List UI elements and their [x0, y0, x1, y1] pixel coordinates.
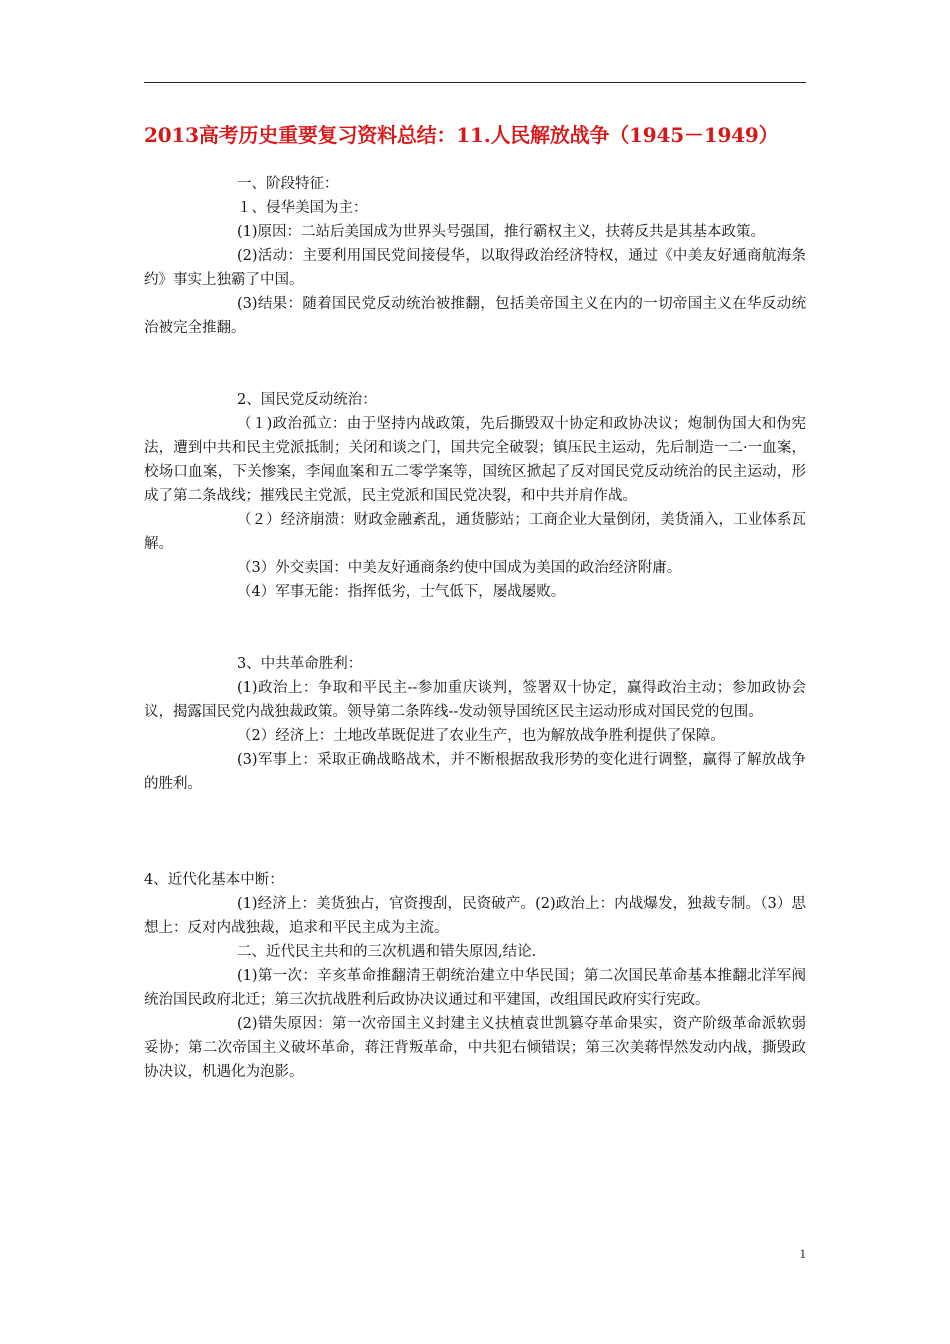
document-title: 2013高考历史重要复习资料总结：11.人民解放战争（1945－1949）: [144, 123, 779, 147]
spacer: [144, 340, 806, 388]
paragraph-1-3-military: (3)军事上：采取正确战略战术，并不断根据敌我形势的变化进行调整，赢得了解放战争的胜利。: [144, 752, 806, 792]
document-body: [144, 172, 806, 1084]
paragraph-1-4: (1)经济上：美货独占，官资搜刮，民资破产。(2)政治上：内战爆发，独裁专制。（3）思想上：反对内战独裁，追求和平民主成为主流。: [144, 896, 806, 936]
paragraph-1-3-economy: （2）经济上：土地改革既促进了农业生产，也为解放战争胜利提供了保障。: [237, 728, 725, 744]
subsection-1-2-heading: 2、国民党反动统治：: [237, 392, 377, 408]
subsection-1-1-heading: １、侵华美国为主：: [237, 200, 368, 216]
page-number: 1: [799, 1246, 806, 1261]
subsection-1-4-heading: 4、近代化基本中断：: [144, 872, 284, 888]
paragraph-1-2-politics: （１)政治孤立：由于坚持内战政策，先后撕毁双十协定和政协决议；炮制伪国大和伪宪法，遭到中共和民主党派抵制；关闭和谈之门，国共完全破裂；镇压民主运动，先后制造一二·一血案，校场口血案，下关惨案，李闻血案和五二零学案等，国统区掀起了反对国民党反动统治的民主运动，形成了第二条战线；摧残民主党派，民主党派和国民党决裂，和中共并肩作战。: [144, 416, 806, 504]
subsection-1-3-heading: 3、中共革命胜利：: [237, 656, 363, 672]
section-1-heading: 一、阶段特征：: [237, 176, 339, 192]
spacer: [144, 796, 806, 868]
section-2-heading: 二、近代民主共和的三次机遇和错失原因,结论.: [237, 944, 537, 960]
paragraph-1-2-military: （4）军事无能：指挥低劣，士气低下，屡战屡败。: [237, 584, 566, 600]
paragraph-2-reasons: (2)错失原因：第一次帝国主义封建主义扶植袁世凯篡夺革命果实，资产阶级革命派软弱妥协；第二次帝国主义破坏革命，蒋汪背叛革命，中共犯右倾错误；第三次美蒋悍然发动内战，撕毁政协决议，机遇化为泡影。: [144, 1016, 806, 1080]
paragraph-1-2-economy: （２）经济崩溃：财政金融紊乱，通货膨站；工商企业大量倒闭，美货涌入，工业体系瓦解。: [144, 512, 806, 552]
paragraph-1-2-diplomacy: （3）外交卖国：中美友好通商条约使中国成为美国的政治经济附庸。: [237, 560, 682, 576]
paragraph-1-1-result: (3)结果：随着国民党反动统治被推翻，包括美帝国主义在内的一切帝国主义在华反动统治被完全推翻。: [144, 296, 806, 336]
paragraph-1-1-activity: (2)活动：主要利用国民党间接侵华，以取得政治经济特权，通过《中美友好通商航海条约》事实上独霸了中国。: [144, 248, 806, 288]
paragraph-1-1-cause: (1)原因：二站后美国成为世界头号强国，推行霸权主义，扶蒋反共是其基本政策。: [237, 224, 766, 240]
spacer: [144, 604, 806, 652]
paragraph-1-3-politics: (1)政治上：争取和平民主--参加重庆谈判，签署双十协定，赢得政治主动；参加政协会议，揭露国民党内战独裁政策。领导第二条阵线--发动领导国统区民主运动形成对国民党的包围。: [144, 680, 806, 720]
paragraph-2-first: (1)第一次：辛亥革命推翻清王朝统治建立中华民国；第二次国民革命基本推翻北洋军阀统治国民政府北迁；第三次抗战胜利后政协决议通过和平建国，改组国民政府实行宪政。: [144, 968, 806, 1008]
header-rule: [144, 82, 806, 83]
